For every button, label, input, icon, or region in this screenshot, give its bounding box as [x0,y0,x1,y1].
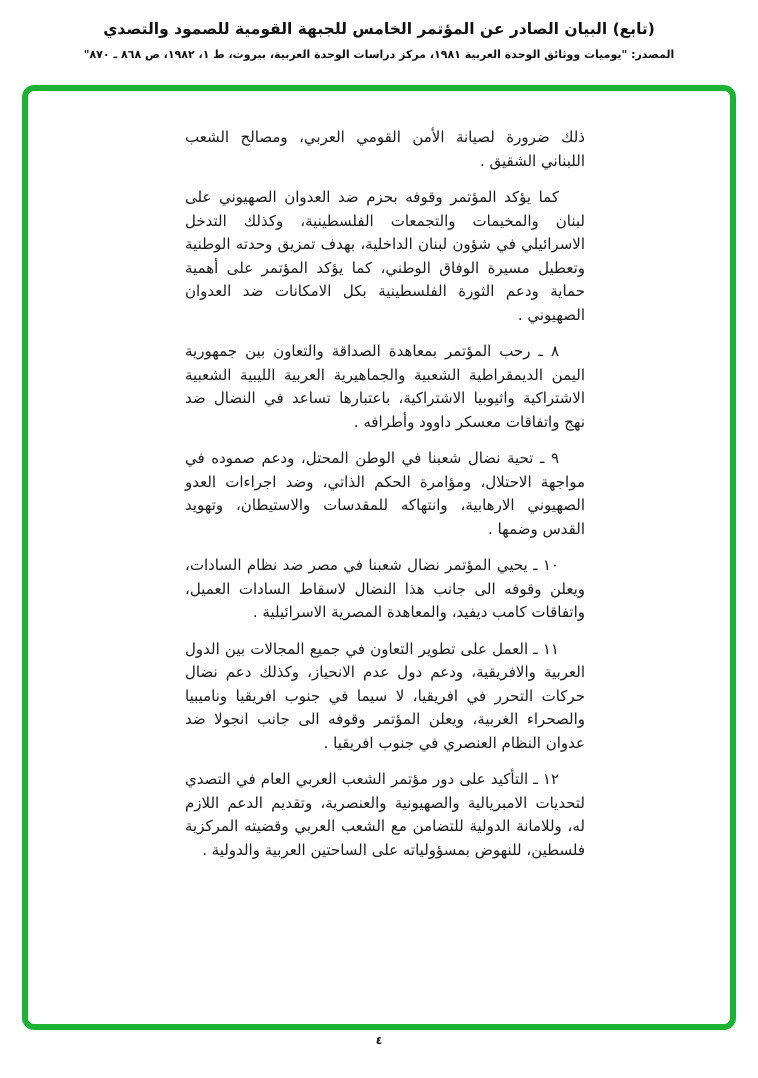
source-citation: المصدر: "يوميات ووثائق الوحدة العربية ١٩٨١، مركز دراسات الوحدة العربية، بيروت، ط ١، ١٩٨٢، ص ٨٦٨ ـ ٨٧٠" [83,48,675,61]
page-header [0,18,758,62]
body-paragraph: كما يؤكد المؤتمر وقوفه بحزم ضد العدوان الصهيوني على لبنان والمخيمات والتجمعات الفلسطينية، وكذلك التدخل الاسرائيلي في شؤون لبنان الداخلية، بهدف تمزيق وحدته الوطنية وتعطيل مسيرة الوفاق الوطني، كما يؤكد المؤتمر على أهمية حماية ودعم الثورة الفلسطينية بكل الامكانات ضد العدوان الصهيوني . [185,188,585,324]
document-title: (تابع) البيان الصادر عن المؤتمر الخامس للجبهة القومية للصمود والتصدي [103,20,655,38]
body-paragraph: ٩ ـ تحية نضال شعبنا في الوطن المحتل، ودعم صموده في مواجهة الاحتلال، ومؤامرة الحكم الذاتي، وضد اجراءات العدو الصهيوني الارهابية، وانتهاكه للمقدسات والاستيطان، وتهويد القدس وضمها . [185,449,585,538]
document-body [185,126,585,875]
body-paragraph: ذلك ضرورة لصيانة الأمن القومي العربي، ومصالح الشعب اللبناني الشقيق . [185,128,585,170]
body-paragraph: ١١ ـ العمل على تطوير التعاون في جميع المجالات بين الدول العربية والافريقية، ودعم دول عدم الانحياز، وكذلك دعم نضال حركات التحرر في افريقيا، لا سيما في جنوب افريقيا وناميبيا والصحراء الغربية، ويعلن المؤتمر وقوفه الى جانب انجولا ضد عدوان النظام العنصري في جنوب افريقيا . [185,639,585,752]
body-paragraph: ٨ ـ رحب المؤتمر بمعاهدة الصداقة والتعاون بين جمهورية اليمن الديمقراطية الشعبية والجماهيرية العربية الليبية الشعبية الاشتراكية واثيوبيا الاشتراكية، باعتبارها تساعد في النضال ضد نهج واتفاقات معسكر داوود وأطرافه . [185,342,585,431]
body-paragraph: ١٢ ـ التأكيد على دور مؤتمر الشعب العربي العام في التصدي لتحديات الامبريالية والصهيونية والعنصرية، وتقديم الدعم اللازم له، وللامانة الدولية للتضامن مع الشعب العربي وقضيته المركزية فلسطين، للنهوض بمسؤولياته على الساحتين العربية والدولية . [185,770,585,859]
body-paragraph: ١٠ ـ يحيي المؤتمر نضال شعبنا في مصر ضد نظام السادات، ويعلن وقوفه الى جانب هذا النضال لاسقاط السادات العميل، واتفاقات كامب ديفيد، والمعاهدة المصرية الاسرائيلية . [185,556,585,621]
page-number: ٤ [375,1034,383,1047]
